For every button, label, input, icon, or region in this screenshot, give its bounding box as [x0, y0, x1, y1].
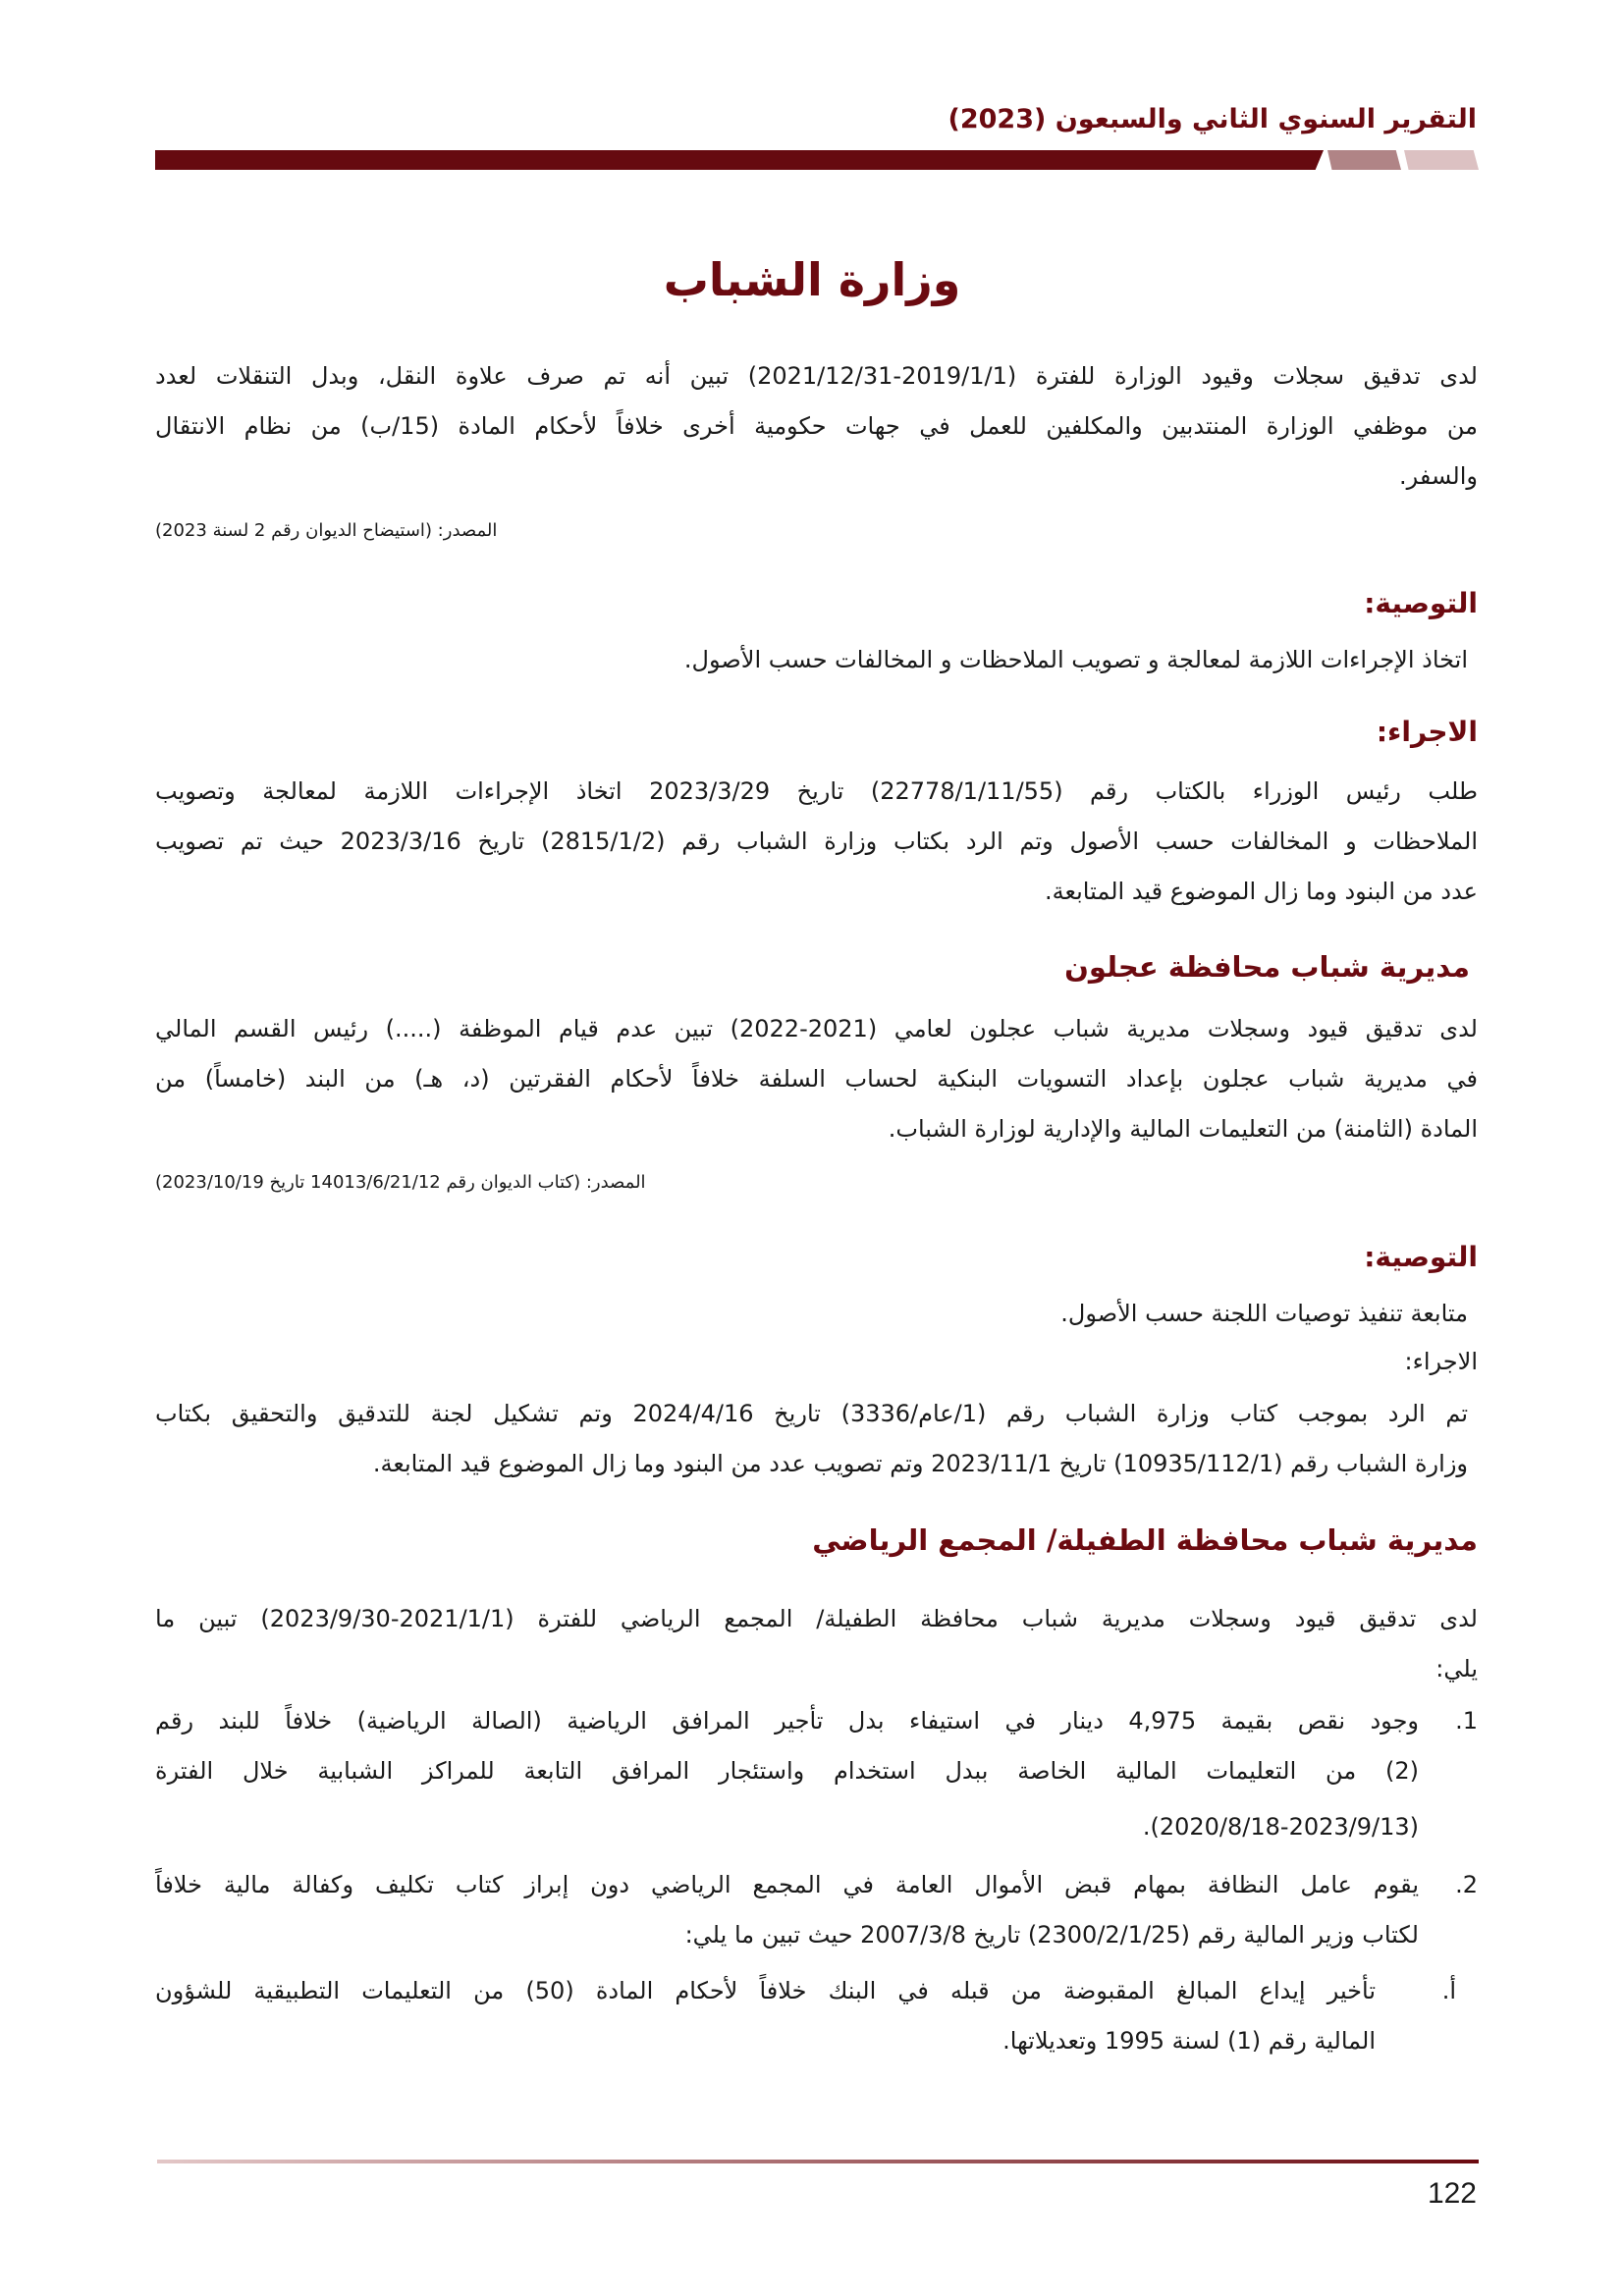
text-line: تم الرد بموجب كتاب وزارة الشباب رقم (1/عام/3336) تاريخ 2024/4/16 وتم تشكيل لجنة للتدقيق والتحقيق بكتاب — [155, 1400, 1469, 1427]
action-paragraph — [155, 767, 1478, 917]
sub-list-item-letter: أ. — [1441, 1977, 1456, 2004]
action-heading: الاجراء: — [1376, 716, 1478, 748]
text-line: (2020/8/18-2023/9/13). — [1142, 1813, 1419, 1841]
list-item-body — [155, 1696, 1419, 1852]
text-line: متابعة تنفيذ توصيات اللجنة حسب الأصول. — [1060, 1300, 1468, 1327]
ajloun-source — [155, 1172, 1478, 1193]
list-item — [155, 1696, 1478, 1852]
sub-list-item — [155, 1966, 1456, 2066]
text-line: لدى تدقيق سجلات وقيود الوزارة للفترة (2019/1/1-2021/12/31) تبين أنه تم صرف علاوة النقل، وبدل التنقلات لعدد — [155, 362, 1478, 390]
report-header-title: التقرير السنوي الثاني والسبعون (2023) — [947, 104, 1477, 134]
text-line: عدد من البنود وما زال الموضوع قيد المتابعة. — [1045, 878, 1478, 905]
text-line: اتخاذ الإجراءات اللازمة لمعالجة و تصويب الملاحظات و المخالفات حسب الأصول. — [683, 646, 1468, 673]
header-bar-medium — [1327, 150, 1401, 170]
ajloun-section-heading: مديرية شباب محافظة عجلون — [1064, 950, 1470, 984]
sub-list-item-body — [155, 1966, 1376, 2066]
intro-source — [155, 520, 1478, 541]
page-number: 122 — [1427, 2177, 1477, 2210]
text-line: طلب رئيس الوزراء بالكتاب رقم (22778/1/11/55) تاريخ 2023/3/29 اتخاذ الإجراءات اللازمة لمعالجة وتصويب — [155, 777, 1479, 805]
text-line: وجود نقص بقيمة 4,975 دينار في استيفاء بدل تأجير المرافق الرياضية (الصالة الرياضية) خلافاً للبند رقم — [155, 1707, 1419, 1735]
ajloun-paragraph — [155, 1004, 1478, 1154]
page-title: وزارة الشباب — [663, 253, 961, 306]
ajloun-action-paragraph — [155, 1389, 1478, 1489]
header-bar-light — [1404, 150, 1479, 170]
recommendation-text — [155, 635, 1478, 685]
list-item-body — [155, 1860, 1419, 1960]
text-line: الاجراء: — [1404, 1348, 1478, 1375]
ajloun-recommendation-text — [155, 1289, 1478, 1339]
footer-divider — [157, 2160, 1479, 2163]
header-bar-dark — [155, 150, 1324, 170]
ajloun-action-heading — [155, 1337, 1478, 1387]
list-item-number: 2. — [1455, 1871, 1478, 1898]
intro-paragraph — [155, 351, 1478, 502]
text-line: تأخير إيداع المبالغ المقبوضة من قبله في البنك خلافاً لأحكام المادة (50) من التعليمات التطبيقية للشؤون — [155, 1977, 1377, 2004]
list-item — [155, 1860, 1478, 1960]
text-line: المادة (الثامنة) من التعليمات المالية والإدارية لوزارة الشباب. — [888, 1115, 1478, 1143]
text-line: المالية رقم (1) لسنة 1995 وتعديلاتها. — [1002, 2027, 1376, 2055]
list-item-number: 1. — [1455, 1707, 1478, 1735]
text-line: (2) من التعليمات المالية الخاصة ببدل استخدام واستئجار المرافق التابعة للمراكز الشبابية خلال الفترة — [155, 1757, 1419, 1785]
ajloun-recommendation-heading: التوصية: — [1364, 1241, 1478, 1273]
text-line: لكتاب وزير المالية رقم (2300/2/1/25) تاريخ 2007/3/8 حيث تبين ما يلي: — [684, 1921, 1419, 1949]
source-text: المصدر: (كتاب الديوان رقم 14013/6/21/12 تاريخ 2023/10/19) — [155, 1172, 646, 1193]
text-line: في مديرية شباب عجلون بإعداد التسويات البنكية لحساب السلفة خلافاً لأحكام الفقرتين (د، هـ) من البند (خامساً) من — [155, 1065, 1478, 1093]
text-line: من موظفي الوزارة المنتدبين والمكلفين للعمل في جهات حكومية أخرى خلافاً لأحكام المادة (15/ب) من نظام الانتقال — [155, 412, 1478, 440]
tafileh-paragraph — [155, 1594, 1478, 1694]
text-line: والسفر. — [1399, 462, 1478, 490]
text-line: وزارة الشباب رقم (10935/112/1) تاريخ 2023/11/1 وتم تصويب عدد من البنود وما زال الموضوع قيد المتابعة. — [372, 1450, 1468, 1477]
tafileh-section-heading: مديرية شباب محافظة الطفيلة/ المجمع الرياضي — [812, 1523, 1478, 1557]
text-line: لدى تدقيق قيود وسجلات مديرية شباب محافظة الطفيلة/ المجمع الرياضي للفترة (2021/1/1-2023/9/30) تبين ما — [155, 1605, 1478, 1632]
text-line: الملاحظات و المخالفات حسب الأصول وتم الرد بكتاب وزارة الشباب رقم (2815/1/2) تاريخ 2023/3/16 حيث تم تصويب — [155, 828, 1479, 855]
recommendation-heading: التوصية: — [1364, 587, 1478, 619]
source-text: المصدر: (استيضاح الديوان رقم 2 لسنة 2023) — [155, 520, 498, 541]
text-line: يلي: — [1435, 1655, 1478, 1682]
text-line: لدى تدقيق قيود وسجلات مديرية شباب عجلون لعامي (2021-2022) تبين عدم قيام الموظفة (.....) رئيس القسم المالي — [155, 1015, 1478, 1042]
text-line: يقوم عامل النظافة بمهام قبض الأموال العامة في المجمع الرياضي دون إبراز كتاب تكليف وكفالة مالية خلافاً — [155, 1871, 1419, 1898]
